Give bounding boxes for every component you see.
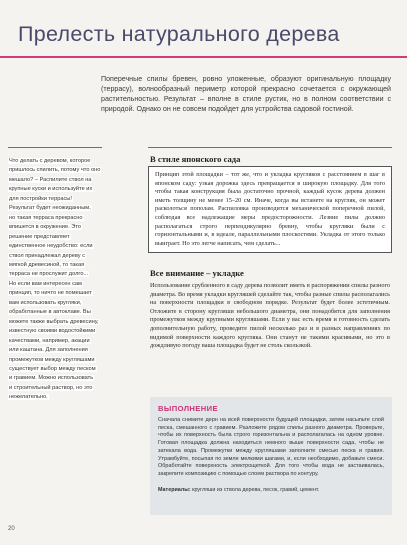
sidebar-line: Результат будет неожиданным,: [9, 205, 91, 212]
sidebar-line: Что делать с деревом, которое: [9, 158, 91, 164]
sidebar-line: ствол принадлежал дереву с: [9, 252, 86, 259]
intro-paragraph: Поперечные спилы бревен, ровно уложенные, образуют оригинальную площадку (террасу), волнообразный периметр которой прекрасно сочетается с окружающей растительностью. Результат – вполне в стиле рустик, но в полном соответствии с природой. Однако он не совсем подойдет для устройства садовой гостиной.: [101, 75, 391, 114]
howto-box: [150, 397, 392, 515]
section-heading-japanese: В стиле японского сада: [150, 154, 241, 164]
section-body-japanese: Принцип этой площадки – тот же, что и укладка кругляков с расстоянием в шаг в японском саду: узкая дорожка здесь превращается в широкую площадку. Для того чтобы такая конструкция была достаточно прочной, каждый кусок дерева должен иметь толщину не менее 15–20 см. Иначе, когда вы встанете на кругляк, он может расколоться пополам. Распиловка производится механической поперечной пилой, соблюдая все надлежащие меры предосторожности. Лезвие пилы должно располагаться строго перпендикулярно бревну, чтобы кругляки были с горизонтальными и, в идеале, параллельными плоскостями. Укладка от этого только выиграет. Но это легче написать, чем сделать...: [148, 166, 392, 253]
sidebar-line: и строительный раствор, но это: [9, 384, 93, 391]
materials-label: Материалы:: [158, 486, 191, 493]
materials-text: кругляши из ствола дерева, песок, гравий, цемент.: [192, 486, 320, 493]
sidebar-line: крупные куски и используйте их: [9, 186, 93, 193]
sidebar-line: или каштана. Для заполнения: [9, 347, 88, 354]
sidebar-line: для постройки террасы!: [9, 195, 72, 202]
main-divider: [148, 147, 392, 148]
sidebar-line: существует выбор между песком: [9, 365, 96, 372]
sidebar-line: известную своими водостойкими: [9, 328, 96, 335]
sidebar-line: промежутков между кругляшами: [9, 356, 95, 363]
sidebar-line: решение представляет: [9, 233, 70, 240]
sidebar-line: терраса не прослужит долго...: [9, 271, 89, 278]
sidebar-note: [8, 157, 102, 403]
howto-heading: ВЫПОЛНЕНИЕ: [158, 404, 218, 413]
sidebar-line: пришлось спилить, потому что оно: [9, 167, 101, 174]
sidebar-line: качествами, например, акации: [9, 337, 90, 344]
sidebar-line: и гравием. Можно использовать: [9, 375, 94, 382]
sidebar-line: Но если вам интересен сам: [9, 280, 82, 287]
section-body-attention: Использование срубленного в саду дерева позволит иметь в распоряжении спилы разного диаметра. Во время укладки кругляшей сделайте так, чтобы разные спилы располагались на поверхности площадки в свободном порядке. Результат будет более эстетичным. Отложите в сторону кругляши небольшого диаметра, они понадобятся для заполнения промежутков между крупными кругляшами. Если у вас есть время и готовность сделать дополнительную работу, проведите пилой несколько раз и в разных направлениях по видимой поверхности каждого кругляка. Они станут не такими красивыми, но это в дождливую погоду ваша площадка будет не столь скользкой.: [150, 282, 390, 350]
sidebar-divider: [8, 147, 102, 148]
howto-text: Сначала снимите дерн на всей поверхности будущей площадки, затем насыпьте слой песка, смешанного с гравием. Разложите рядом спилы разного диаметра. Проверьте, чтобы их поверхность была строго горизонтальна и располагалась на одном уровне. Готовая площадка должна находиться немного выше поверхности сада, чтобы не затекала вода. Промежутки между кругляшами заполните смесью песка и гравия. Утрамбуйте, посыпая по земле мелкими шагами, и, если необходимо, добавьте смеси. Обработайте поверхность электрощеткой. Для того чтобы вода не застаивалась, закрепите композицию с помощью слоем раствора по контуру.: [158, 417, 384, 477]
sidebar-line: единственное неудобство: если: [9, 243, 93, 250]
sidebar-line: вам использовать кругляки,: [9, 299, 82, 306]
sidebar-line: мягкой древесиной, то такая: [9, 261, 85, 268]
sidebar-line: обработанные в автоклаве. Вы: [9, 309, 91, 316]
title-divider: [0, 56, 407, 58]
page-number: 20: [8, 526, 15, 532]
section-heading-attention: Все внимание – укладке: [150, 268, 244, 278]
page-title: Прелесть натурального дерева: [18, 22, 340, 46]
materials-line: [158, 487, 384, 495]
sidebar-line: можете также выбрать древесину,: [9, 318, 99, 325]
sidebar-line: мешало? – Распилите ствол на: [9, 176, 92, 183]
sidebar-line: но такая терраса прекрасно: [9, 214, 83, 221]
sidebar-line: нежелательно.: [9, 394, 48, 401]
sidebar-line: принцип, то ничто не помешает: [9, 290, 92, 297]
sidebar-line: впишется в окружение. Это: [9, 224, 81, 231]
